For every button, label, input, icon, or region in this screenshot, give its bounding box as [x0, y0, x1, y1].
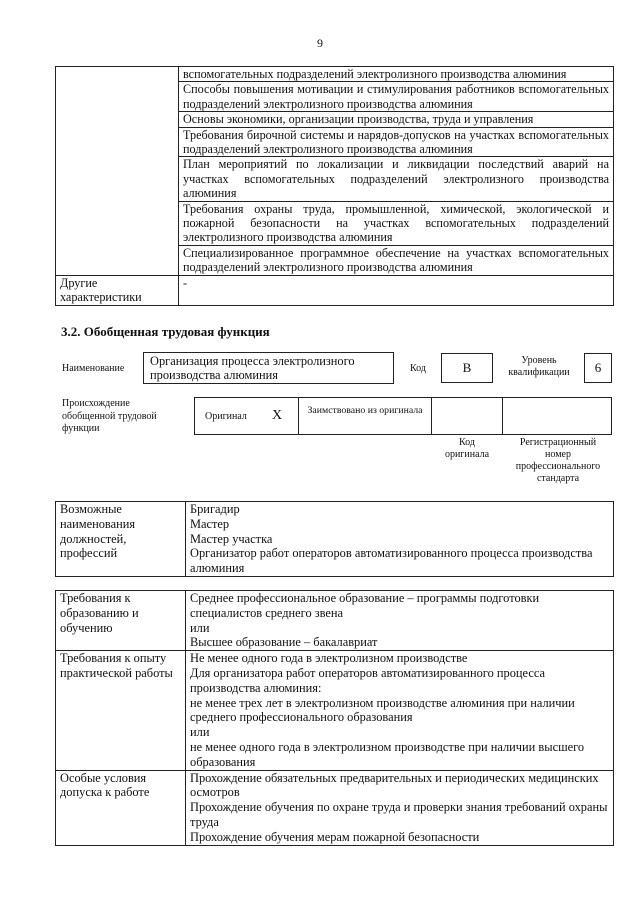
section-title: 3.2. Обобщенная трудовая функция	[61, 324, 270, 339]
code-value-box	[441, 353, 493, 383]
admission-value	[186, 770, 614, 845]
divider	[298, 397, 299, 435]
list-item: Бригадир	[190, 502, 240, 516]
requirement-line: Среднее профессиональное образование – программы подготовки специалистов среднего звена	[190, 591, 540, 620]
list-item: Мастер	[190, 516, 230, 531]
table-row	[56, 770, 614, 845]
requirement-line: или	[190, 725, 210, 740]
registration-caption: Регистрационный номер профессионального стандарта	[515, 437, 601, 484]
requirement-line: Не менее одного года в электролизном производстве	[190, 651, 468, 666]
other-characteristics-label: Другие характеристики	[56, 275, 179, 305]
requirement-line: или	[190, 620, 210, 635]
knowledge-item: Основы экономики, организации производства, труда и управления	[179, 112, 614, 127]
admission-label: Особые условия допуска к работе	[56, 770, 186, 845]
requirement-line: Для организатора работ операторов автоматизированного процесса производства алюминия:	[190, 665, 545, 695]
original-label: Оригинал	[205, 411, 247, 422]
positions-list	[186, 502, 614, 577]
knowledge-item: Требования бирочной системы и нарядов-допусков на участках вспомогательных подразделений электролизного производства алюминия	[179, 127, 614, 157]
empty-label-cell	[56, 67, 179, 276]
table-row	[56, 591, 614, 651]
knowledge-item: Специализированное программное обеспечение на участках вспомогательных подразделений электролизного производства алюминия	[179, 245, 614, 275]
table-row	[56, 67, 614, 82]
education-label: Требования к образованию и обучению	[56, 591, 186, 651]
requirement-line: не менее одного года в электролизном производстве при наличии высшего образования	[190, 739, 585, 769]
page-number: 9	[317, 36, 323, 50]
code-original-caption: Код оригинала	[444, 437, 490, 460]
knowledge-item: Способы повышения мотивации и стимулирования работников вспомогательных подразделений электролизного производства алюминия	[179, 82, 614, 112]
level-value: 6	[594, 360, 602, 375]
experience-value	[186, 651, 614, 770]
origin-label: Происхождение обобщенной трудовой функции	[62, 398, 157, 434]
code-value: B	[462, 360, 472, 375]
requirement-line: Прохождение обучения мерам пожарной безопасности	[190, 829, 480, 844]
experience-label: Требования к опыту практической работы	[56, 651, 186, 770]
list-item: Мастер участка	[190, 531, 273, 546]
borrowed-label: Заимствовано из оригинала	[307, 405, 423, 416]
positions-table	[55, 501, 614, 577]
knowledge-item: План мероприятий по локализации и ликвидации последствий аварий на участках вспомогательных подразделений электролизного производства алюминия	[179, 157, 614, 201]
requirement-line: Прохождение обязательных предварительных и периодических медицинских осмотров	[190, 770, 599, 800]
knowledge-item: вспомогательных подразделений электролизного производства алюминия	[179, 67, 614, 82]
knowledge-item: Требования охраны труда, промышленной, химической, экологической и пожарной безопасности на участках вспомогательных подразделений электролизного производства алюминия	[179, 201, 614, 245]
table-row	[56, 651, 614, 770]
table-row	[56, 275, 614, 305]
table-row	[56, 502, 614, 577]
other-characteristics-value: -	[179, 275, 614, 305]
requirements-table	[55, 590, 614, 846]
name-value: Организация процесса электролизного производства алюминия	[150, 354, 355, 382]
name-label: Наименование	[62, 363, 125, 374]
divider	[502, 397, 503, 435]
positions-label: Возможные наименования должностей, профессий	[56, 502, 186, 577]
requirement-line: Высшее образование – бакалавриат	[190, 635, 378, 650]
requirement-line: не менее трех лет в электролизном производстве алюминия при наличии среднего профессионального образования	[190, 695, 575, 725]
name-value-box	[143, 352, 394, 384]
level-value-box	[584, 353, 612, 383]
level-label: Уровень квалификации	[508, 355, 570, 378]
divider	[431, 397, 432, 435]
education-value	[186, 591, 614, 651]
requirement-line: Прохождение обучения по охране труда и проверки знания требований охраны труда	[190, 800, 608, 829]
list-item: Организатор работ операторов автоматизированного процесса производства алюминия	[190, 546, 593, 576]
original-mark: X	[272, 408, 283, 423]
code-label: Код	[410, 363, 426, 374]
knowledge-table	[55, 66, 614, 306]
